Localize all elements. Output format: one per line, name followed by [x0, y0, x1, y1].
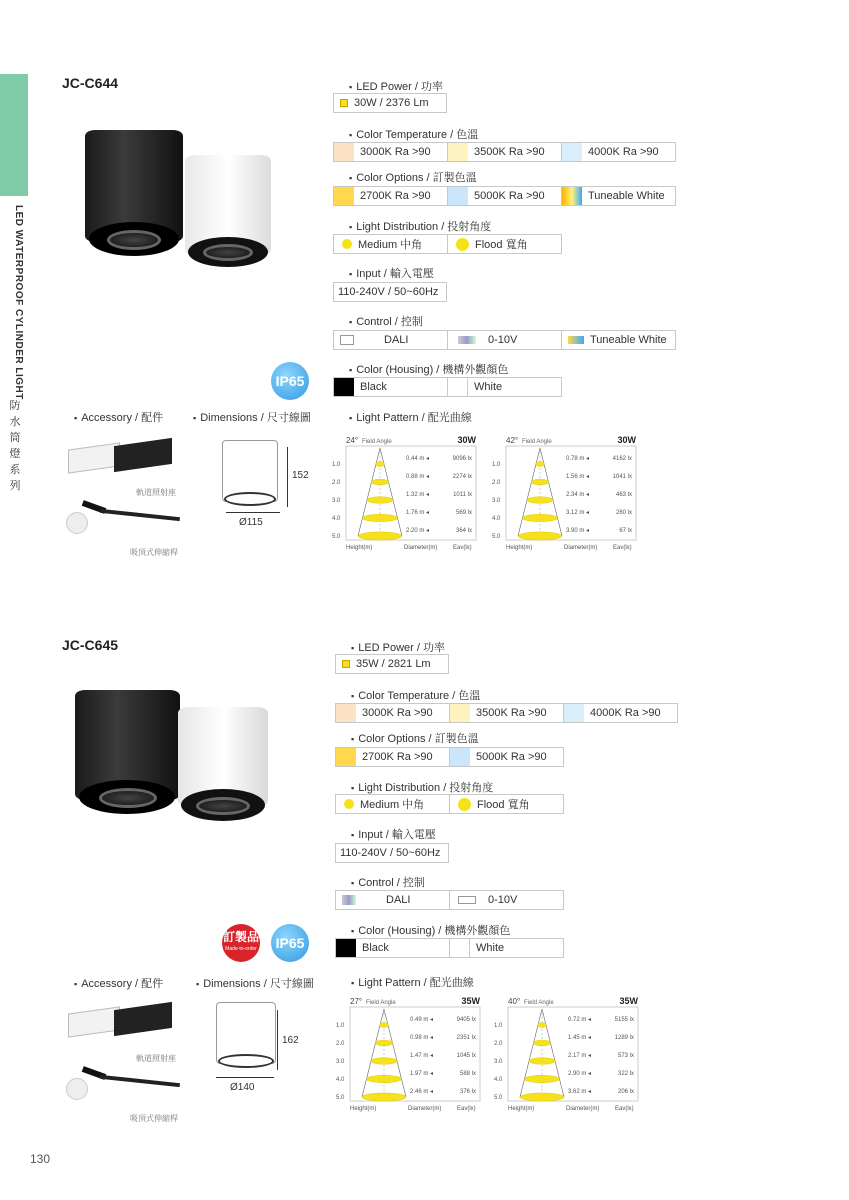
- height-dimension-line: [277, 1010, 278, 1070]
- color-option-2700k: 2700K Ra >90: [336, 748, 450, 766]
- control-label: ▪ Control / 控制: [349, 313, 423, 329]
- lux-value: 1289 lx: [614, 1035, 634, 1041]
- wattage-label: 35W: [461, 996, 480, 1006]
- dimensions-label: ▪ Dimensions / 尺寸線圖: [193, 409, 311, 425]
- height-tick: 4.0: [494, 1077, 503, 1083]
- diameter-value: 1.47 m ◂: [410, 1053, 434, 1059]
- height-tick: 3.0: [332, 498, 341, 504]
- beam-dot-icon: [344, 799, 354, 809]
- housing-row: [333, 377, 562, 397]
- light-dist-label: ▪ Light Distribution / 投射角度: [349, 218, 491, 234]
- field-angle-label: Field Angle: [366, 1000, 396, 1006]
- light-pattern-chart: [490, 432, 640, 552]
- diameter-value: 2.34 m ◂: [566, 492, 590, 498]
- height-tick: 2.0: [494, 1041, 503, 1047]
- color-temp-3500k: 3500K Ra >90: [450, 704, 564, 722]
- height-tick: 1.0: [494, 1023, 503, 1029]
- dimension-drawing: [216, 1002, 278, 1072]
- beam-dot-icon: [456, 238, 469, 251]
- control-0-10v: 0-10V: [450, 891, 563, 909]
- side-title: LED WATERPROOF CYLINDER LIGHT: [13, 205, 24, 400]
- led-power-value: 30W / 2376 Lm: [354, 97, 429, 109]
- beam-spot: [536, 462, 545, 467]
- beam-spot: [527, 497, 553, 504]
- light-dist-row: [335, 794, 564, 814]
- field-angle-label: Field Angle: [362, 439, 392, 445]
- made-to-order-badge: 訂製品 Made-to-order: [222, 924, 260, 962]
- lux-value: 2351 lx: [456, 1035, 476, 1041]
- light-dist-medium: Medium 中角: [334, 235, 448, 253]
- accessory-caption: 吸頂式伸縮桿: [130, 548, 178, 557]
- beam-spot: [371, 1058, 397, 1065]
- height-tick: 4.0: [332, 516, 341, 522]
- diameter-dimension: Ø115: [239, 517, 263, 528]
- height-tick: 1.0: [332, 462, 341, 468]
- input-label: ▪ Input / 輸入電壓: [351, 826, 436, 842]
- light-pattern-svg: [490, 432, 640, 552]
- beam-spot: [522, 514, 557, 521]
- light-pattern-label: ▪ Light Pattern / 配光曲線: [351, 974, 474, 990]
- light-dist-label: ▪ Light Distribution / 投射角度: [351, 779, 493, 795]
- lux-value: 588 lx: [459, 1071, 476, 1077]
- lux-value: 1011 lx: [453, 492, 472, 498]
- led-power-label: ▪ LED Power / 功率: [349, 78, 443, 94]
- color-options-label: ▪ Color Options / 訂製色溫: [351, 730, 479, 746]
- beam-angle: 27°: [350, 997, 363, 1006]
- housing-white: White: [450, 939, 563, 957]
- height-dimension-line: [287, 447, 288, 507]
- control-tuneable: Tuneable White: [562, 331, 675, 349]
- input-value: 110-240V / 50~60Hz: [340, 847, 441, 859]
- beam-spot: [529, 1058, 555, 1065]
- diameter-value: 2.90 m ◂: [568, 1071, 592, 1077]
- axis-label: Eav(lx): [613, 545, 632, 551]
- height-tick: 3.0: [492, 498, 501, 504]
- led-chip-icon: [342, 660, 350, 668]
- diameter-value: 1.97 m ◂: [410, 1071, 434, 1077]
- height-tick: 4.0: [336, 1077, 345, 1083]
- beam-angle: 40°: [508, 997, 521, 1006]
- diameter-value: 3.90 m ◂: [566, 528, 590, 534]
- light-dist-flood: Flood 寬角: [448, 235, 561, 253]
- axis-label: Diameter(m): [564, 545, 598, 551]
- accessory-caption: 軌道照射座: [136, 488, 176, 497]
- housing-row: [335, 938, 564, 958]
- diameter-value: 0.98 m ◂: [410, 1035, 434, 1041]
- input-label: ▪ Input / 輸入電壓: [349, 265, 434, 281]
- diameter-dimension-line: [226, 512, 280, 513]
- lux-value: 9096 lx: [452, 456, 472, 462]
- ip65-badge: IP65: [271, 924, 309, 962]
- lux-value: 1041 lx: [612, 474, 632, 480]
- rod-image: [64, 498, 184, 542]
- white-lamp-image: [178, 707, 268, 827]
- diameter-value: 0.72 m ◂: [568, 1017, 592, 1023]
- white-lamp-image: [185, 155, 271, 273]
- color-option-5000k: 5000K Ra >90: [448, 187, 562, 205]
- height-tick: 5.0: [492, 534, 501, 540]
- light-dist-flood: Flood 寬角: [450, 795, 563, 813]
- control-dali: DALI: [336, 891, 450, 909]
- color-options-row: [335, 747, 564, 767]
- led-power-value: 35W / 2821 Lm: [356, 658, 431, 670]
- lux-value: 1045 lx: [456, 1053, 476, 1059]
- color-temp-3000k: 3000K Ra >90: [336, 704, 450, 722]
- model-title: JC-C645: [62, 637, 119, 653]
- diameter-value: 3.62 m ◂: [568, 1089, 592, 1095]
- height-tick: 4.0: [492, 516, 501, 522]
- beam-spot: [358, 532, 402, 540]
- beam-spot: [533, 1040, 551, 1046]
- led-power-box: [335, 654, 449, 674]
- diameter-value: 0.44 m ◂: [406, 456, 430, 462]
- track-adapter-image: [68, 438, 178, 478]
- lux-value: 206 lx: [617, 1089, 634, 1095]
- lux-value: 364 lx: [455, 528, 472, 534]
- axis-label: Height(m): [506, 545, 533, 551]
- field-angle-label: Field Angle: [524, 1000, 554, 1006]
- control-row: [333, 330, 676, 350]
- lux-value: 67 lx: [619, 528, 632, 534]
- color-temp-3000k: 3000K Ra >90: [334, 143, 448, 161]
- light-dist-row: [333, 234, 562, 254]
- beam-angle: 42°: [506, 436, 519, 445]
- accessory-caption: 吸頂式伸縮桿: [130, 1114, 178, 1123]
- height-tick: 2.0: [336, 1041, 345, 1047]
- control-dali: DALI: [334, 331, 448, 349]
- led-power-box: [333, 93, 447, 113]
- height-tick: 5.0: [336, 1095, 345, 1101]
- diameter-value: 1.32 m ◂: [406, 492, 430, 498]
- rod-image: [64, 1064, 184, 1108]
- diameter-value: 2.46 m ◂: [410, 1089, 434, 1095]
- beam-spot: [538, 1023, 547, 1028]
- color-temp-row: [333, 142, 676, 162]
- wattage-label: 30W: [457, 435, 476, 445]
- beam-dot-icon: [458, 798, 471, 811]
- light-pattern-svg: [492, 993, 642, 1113]
- side-tab: [0, 74, 28, 196]
- color-options-row: [333, 186, 676, 206]
- color-temp-label: ▪ Color Temperature / 色溫: [349, 126, 478, 142]
- lux-value: 376 lx: [459, 1089, 476, 1095]
- accessory-label: ▪ Accessory / 配件: [74, 975, 163, 991]
- input-box: [335, 843, 449, 863]
- housing-label: ▪ Color (Housing) / 機構外觀顏色: [349, 361, 508, 377]
- lux-value: 9405 lx: [456, 1017, 476, 1023]
- color-options-label: ▪ Color Options / 訂製色溫: [349, 169, 477, 185]
- lux-value: 2274 lx: [452, 474, 472, 480]
- beam-spot: [371, 479, 389, 485]
- axis-label: Height(m): [346, 545, 373, 551]
- light-pattern-svg: [334, 993, 484, 1113]
- beam-spot: [375, 1040, 393, 1046]
- dimension-drawing: [222, 440, 282, 510]
- axis-label: Height(m): [508, 1106, 535, 1112]
- housing-white: White: [448, 378, 561, 396]
- color-temp-row: [335, 703, 678, 723]
- dimmer-icon: [458, 896, 476, 904]
- diameter-dimension-line: [216, 1077, 274, 1078]
- color-option-tuneable: Tuneable White: [562, 187, 675, 205]
- light-dist-medium: Medium 中角: [336, 795, 450, 813]
- input-box: [333, 282, 447, 302]
- diameter-value: 0.49 m ◂: [410, 1017, 434, 1023]
- color-temp-label: ▪ Color Temperature / 色溫: [351, 687, 480, 703]
- lux-value: 573 lx: [617, 1053, 634, 1059]
- lux-value: 4162 lx: [612, 456, 632, 462]
- beam-spot: [531, 479, 549, 485]
- height-tick: 1.0: [336, 1023, 345, 1029]
- diameter-value: 3.12 m ◂: [566, 510, 590, 516]
- diameter-value: 2.20 m ◂: [406, 528, 430, 534]
- beam-spot: [518, 532, 562, 540]
- axis-label: Eav(lx): [453, 545, 472, 551]
- light-pattern-chart: [334, 993, 484, 1113]
- color-temp-3500k: 3500K Ra >90: [448, 143, 562, 161]
- beam-dot-icon: [342, 239, 352, 249]
- accessory-label: ▪ Accessory / 配件: [74, 409, 163, 425]
- beam-angle: 24°: [346, 436, 359, 445]
- housing-black: Black: [336, 939, 450, 957]
- height-tick: 5.0: [494, 1095, 503, 1101]
- diameter-value: 0.78 m ◂: [566, 456, 590, 462]
- color-option-5000k: 5000K Ra >90: [450, 748, 563, 766]
- lux-value: 569 lx: [455, 510, 472, 516]
- lux-value: 463 lx: [615, 492, 632, 498]
- height-tick: 5.0: [332, 534, 341, 540]
- axis-label: Eav(lx): [615, 1106, 634, 1112]
- height-tick: 3.0: [494, 1059, 503, 1065]
- axis-label: Eav(lx): [457, 1106, 476, 1112]
- beam-spot: [366, 1075, 401, 1082]
- dimensions-label: ▪ Dimensions / 尺寸線圖: [196, 975, 314, 991]
- diameter-value: 1.56 m ◂: [566, 474, 590, 480]
- axis-label: Diameter(m): [404, 545, 438, 551]
- color-option-2700k: 2700K Ra >90: [334, 187, 448, 205]
- color-temp-4000k: 4000K Ra >90: [562, 143, 675, 161]
- axis-label: Diameter(m): [566, 1106, 600, 1112]
- beam-spot: [380, 1023, 389, 1028]
- lux-value: 260 lx: [615, 510, 632, 516]
- wattage-label: 30W: [617, 435, 636, 445]
- control-label: ▪ Control / 控制: [351, 874, 425, 890]
- height-tick: 2.0: [332, 480, 341, 486]
- lux-value: 5155 lx: [614, 1017, 634, 1023]
- led-chip-icon: [340, 99, 348, 107]
- led-power-label: ▪ LED Power / 功率: [351, 639, 445, 655]
- diameter-value: 1.76 m ◂: [406, 510, 430, 516]
- light-pattern-chart: [492, 993, 642, 1113]
- tuneable-icon: [568, 336, 584, 344]
- input-value: 110-240V / 50~60Hz: [338, 286, 439, 298]
- diameter-dimension: Ø140: [230, 1082, 255, 1093]
- light-pattern-label: ▪ Light Pattern / 配光曲線: [349, 409, 472, 425]
- field-angle-label: Field Angle: [522, 439, 552, 445]
- beam-spot: [362, 1093, 406, 1101]
- height-tick: 2.0: [492, 480, 501, 486]
- wattage-label: 35W: [619, 996, 638, 1006]
- housing-black: Black: [334, 378, 448, 396]
- axis-label: Diameter(m): [408, 1106, 442, 1112]
- height-tick: 3.0: [336, 1059, 345, 1065]
- diameter-value: 1.45 m ◂: [568, 1035, 592, 1041]
- side-chinese-title: 防 水 筒 燈 系 列: [9, 400, 21, 492]
- lux-value: 322 lx: [617, 1071, 634, 1077]
- control-row: [335, 890, 564, 910]
- diameter-value: 0.88 m ◂: [406, 474, 430, 480]
- beam-spot: [376, 462, 385, 467]
- dali-icon: [340, 335, 354, 345]
- black-lamp-image: [85, 130, 183, 260]
- beam-spot: [362, 514, 397, 521]
- light-pattern-svg: [330, 432, 480, 552]
- height-tick: 1.0: [492, 462, 501, 468]
- beam-spot: [367, 497, 393, 504]
- beam-spot: [524, 1075, 559, 1082]
- accessory-caption: 軌道照射座: [136, 1054, 176, 1063]
- height-dimension: 162: [282, 1035, 299, 1046]
- height-dimension: 152: [292, 470, 309, 481]
- housing-label: ▪ Color (Housing) / 機構外觀顏色: [351, 922, 510, 938]
- light-pattern-chart: [330, 432, 480, 552]
- axis-label: Height(m): [350, 1106, 377, 1112]
- dali-icon: [342, 895, 356, 905]
- beam-spot: [520, 1093, 564, 1101]
- control-0-10v: 0-10V: [448, 331, 562, 349]
- ip65-badge: IP65: [271, 362, 309, 400]
- diameter-value: 2.17 m ◂: [568, 1053, 592, 1059]
- model-title: JC-C644: [62, 75, 119, 91]
- dimmer-icon: [458, 336, 476, 344]
- color-temp-4000k: 4000K Ra >90: [564, 704, 677, 722]
- black-lamp-image: [75, 690, 180, 820]
- track-adapter-image: [68, 1002, 178, 1042]
- page-number: 130: [30, 1152, 51, 1166]
